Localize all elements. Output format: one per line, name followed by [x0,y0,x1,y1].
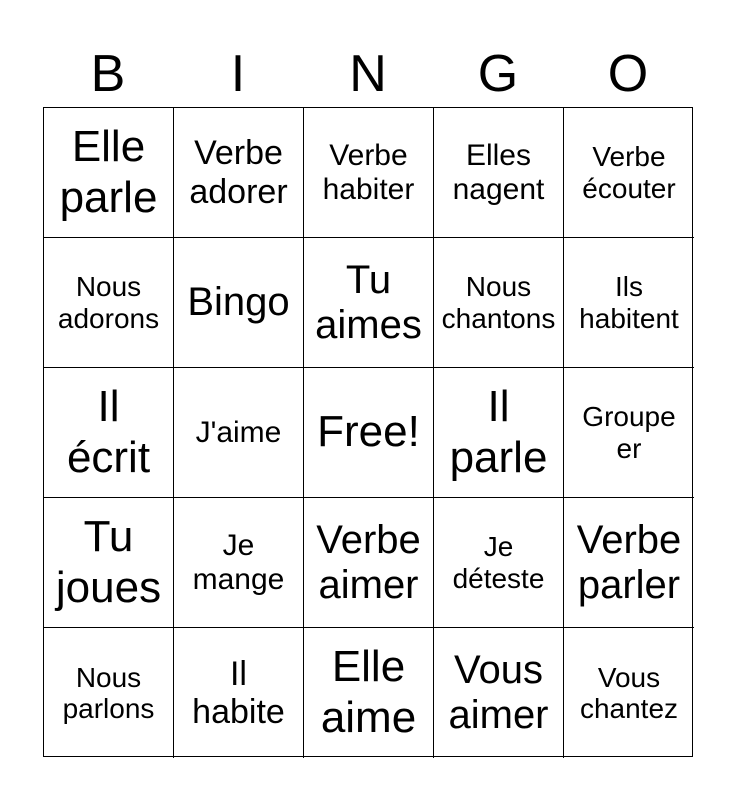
cell-text: Il habite [192,654,285,731]
bingo-cell-r3c1[interactable] [44,368,174,498]
header-letter-o: O [607,45,649,103]
cell-text: Bingo [187,280,290,325]
bingo-cell-r2c1[interactable] [44,238,174,368]
cell-text: Tu joues [55,511,162,612]
cell-text: Verbe habiter [322,138,415,206]
bingo-cell-r3c2[interactable] [174,368,304,498]
cell-text: Verbe parler [576,517,682,607]
header-letter-i: I [230,45,246,103]
header-letter-b: B [90,45,126,103]
bingo-cell-r5c2[interactable] [174,628,304,758]
bingo-cell-r1c3[interactable] [304,108,434,238]
bingo-cell-r2c5[interactable] [564,238,694,368]
bingo-cell-r5c5[interactable] [564,628,694,758]
bingo-cell-r2c4[interactable] [434,238,564,368]
cell-text: Elles nagent [452,138,545,206]
cell-text: Verbe aimer [316,517,421,607]
bingo-cell-r3c5[interactable] [564,368,694,498]
cell-text: Tu aimes [315,257,422,347]
cell-text: Il écrit [66,381,151,482]
free-space-cell[interactable] [304,368,434,498]
free-space-text: Free! [317,407,420,457]
cell-text: Verbe écouter [582,141,676,204]
bingo-cell-r1c5[interactable] [564,108,694,238]
bingo-cell-r2c3[interactable] [304,238,434,368]
cell-text: J'aime [195,415,282,449]
cell-text: Groupe er [582,401,676,464]
cell-text: Nous parlons [62,661,155,724]
cell-text: Elle aime [320,642,417,742]
bingo-cell-r4c4[interactable] [434,498,564,628]
bingo-cell-r2c2[interactable] [174,238,304,368]
cell-text: Nous chantons [441,271,556,334]
bingo-cell-r5c4[interactable] [434,628,564,758]
bingo-board [43,107,693,757]
cell-text: Elle parle [59,121,158,222]
cell-text: Verbe adorer [189,134,288,211]
cell-text: Vous aimer [448,648,549,737]
bingo-cell-r5c1[interactable] [44,628,174,758]
bingo-cell-r4c2[interactable] [174,498,304,628]
cell-text: Je déteste [452,531,545,594]
bingo-header [43,42,693,106]
bingo-cell-r4c1[interactable] [44,498,174,628]
cell-text: Je mange [192,528,285,596]
bingo-cell-r4c3[interactable] [304,498,434,628]
cell-text: Nous adorons [57,271,160,334]
header-letter-g: G [477,45,519,103]
cell-text: Ils habitent [579,271,679,334]
bingo-cell-r4c5[interactable] [564,498,694,628]
bingo-cell-r1c2[interactable] [174,108,304,238]
header-letter-n: N [349,45,387,103]
bingo-cell-r1c4[interactable] [434,108,564,238]
cell-text: Il parle [449,381,548,482]
bingo-cell-r3c4[interactable] [434,368,564,498]
cell-text: Vous chantez [579,661,679,724]
bingo-cell-r5c3[interactable] [304,628,434,758]
bingo-cell-r1c1[interactable] [44,108,174,238]
